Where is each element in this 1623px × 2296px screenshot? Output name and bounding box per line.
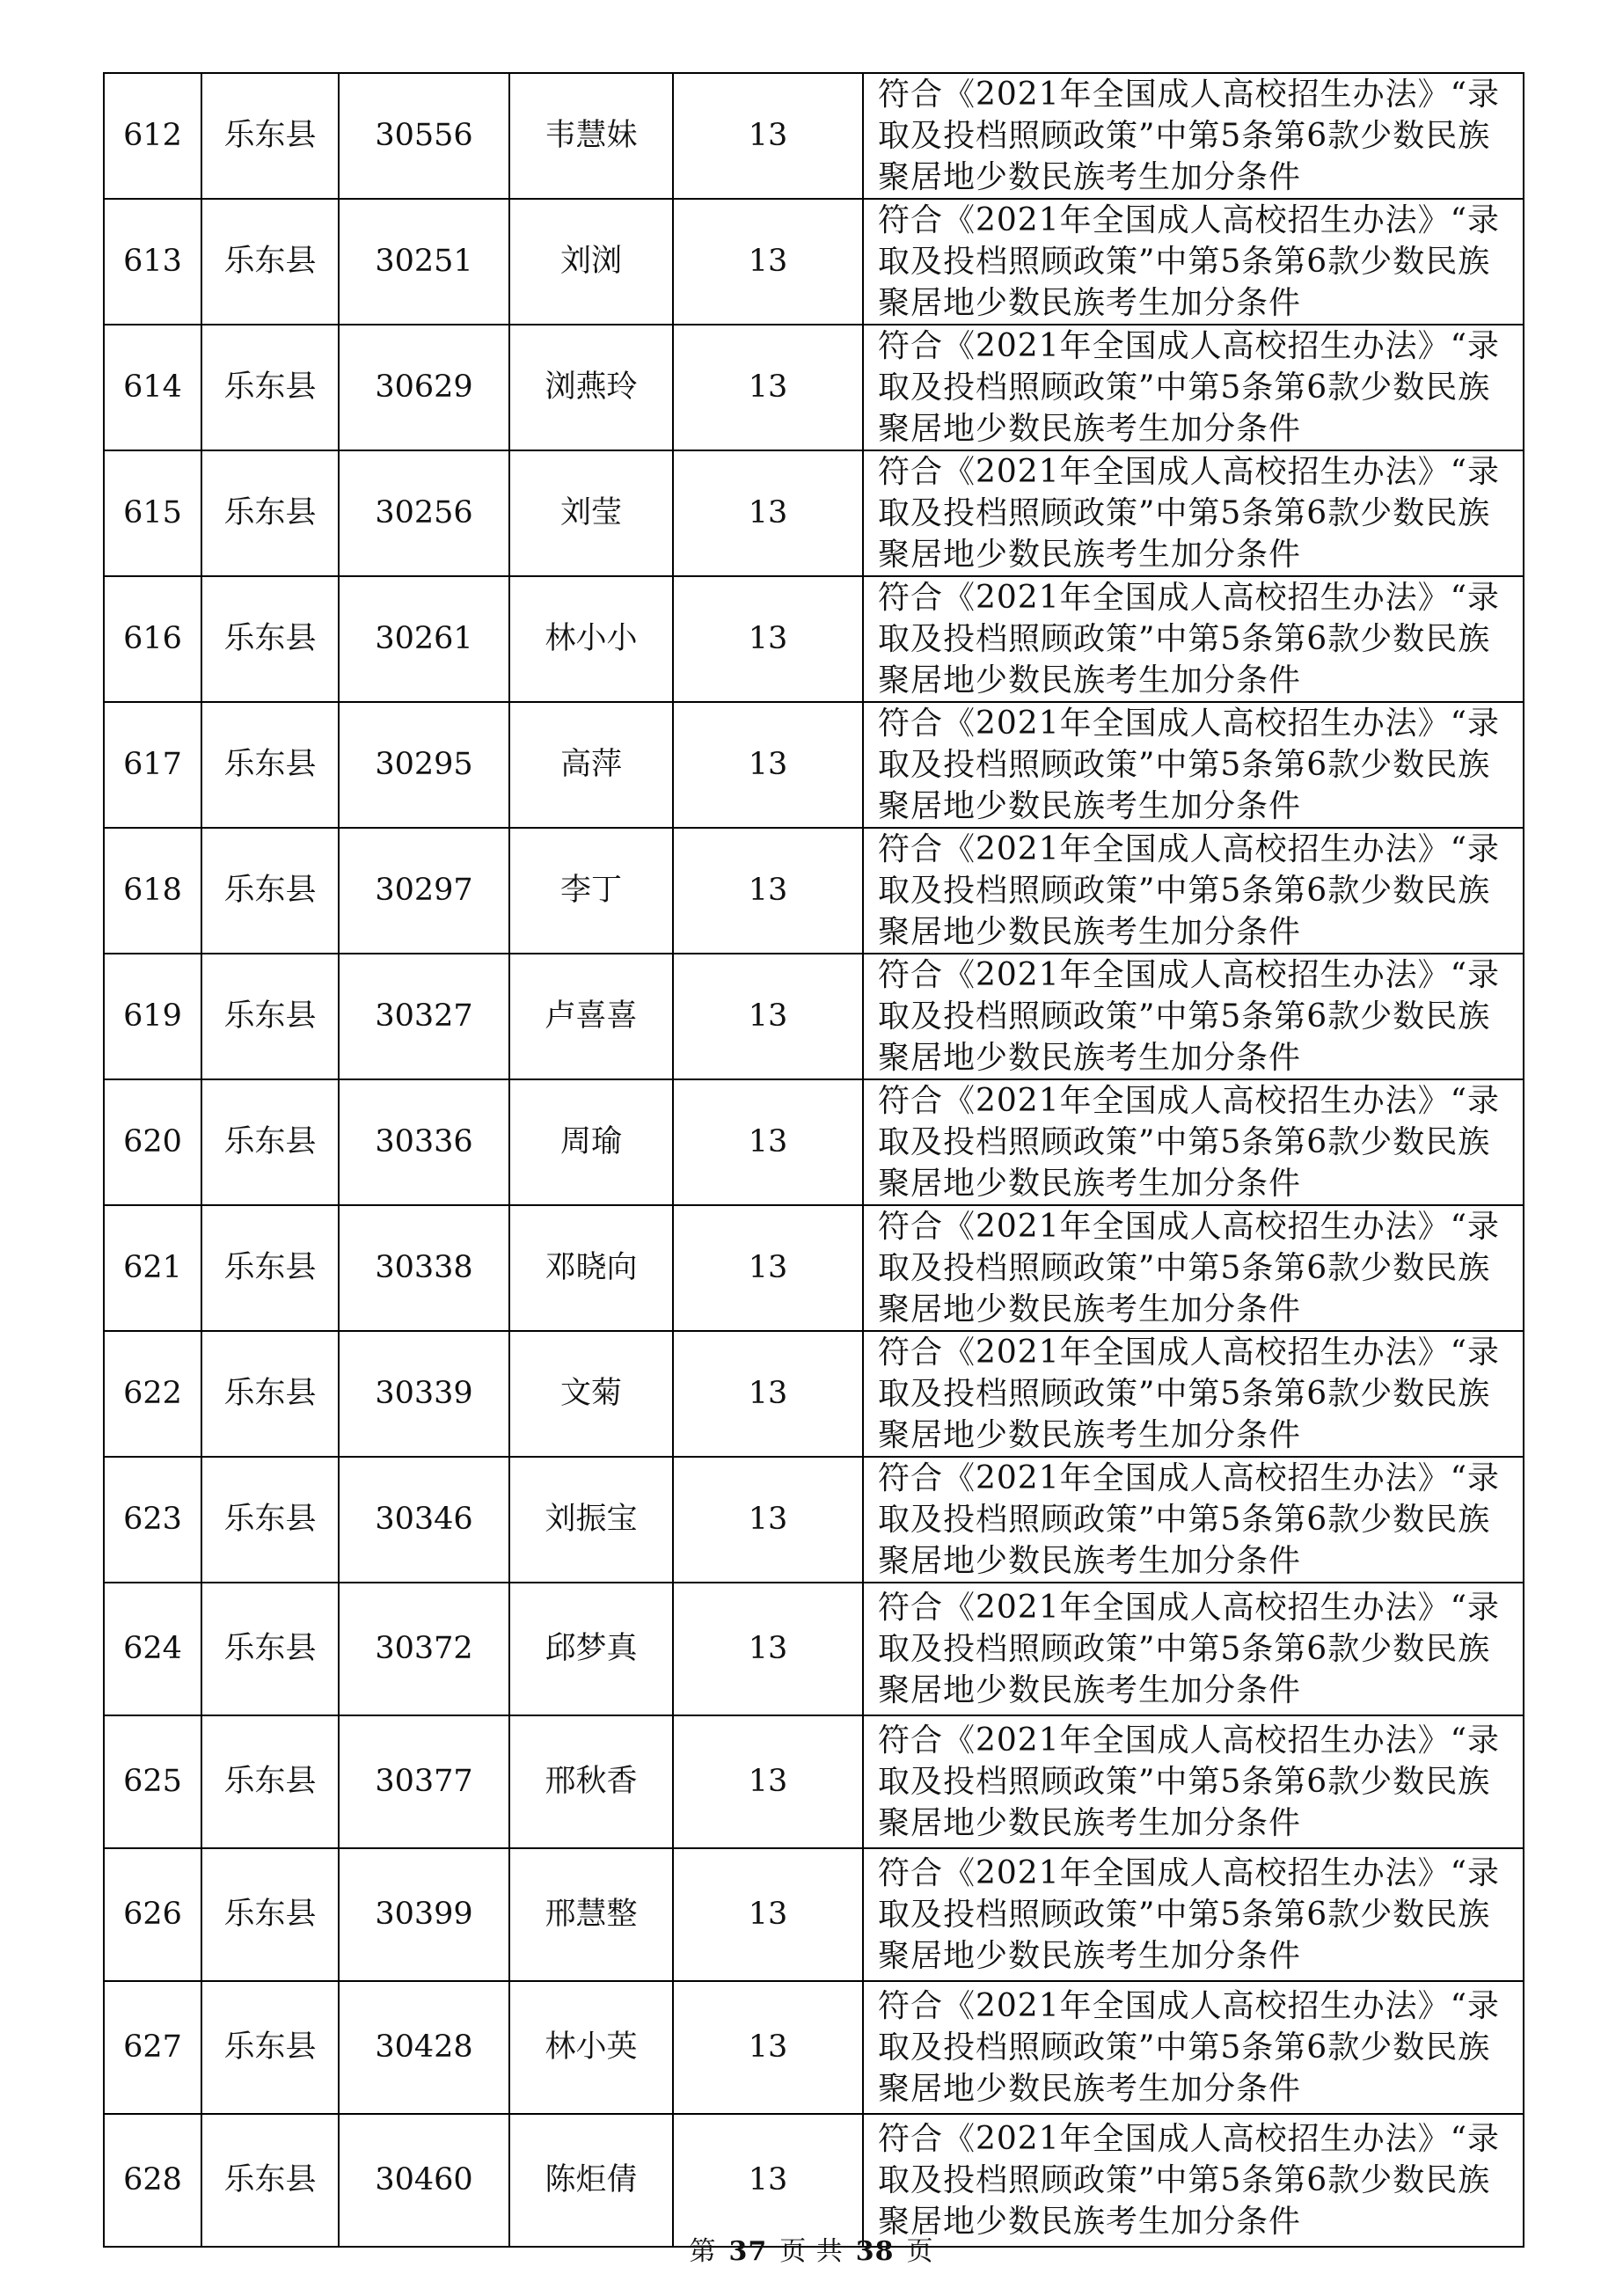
cell-bonus-points: 13 bbox=[673, 450, 863, 576]
cell-candidate-code: 30428 bbox=[339, 1981, 509, 2114]
cell-candidate-name: 邢慧整 bbox=[509, 1848, 673, 1981]
cell-candidate-name: 陈炬倩 bbox=[509, 2114, 673, 2247]
cell-seq-number: 622 bbox=[104, 1331, 201, 1457]
cell-county: 乐东县 bbox=[201, 1848, 339, 1981]
cell-remark: 符合《2021年全国成人高校招生办法》“录取及投档照顾政策”中第5条第6款少数民族聚居地少数民族考生加分条件 bbox=[863, 450, 1524, 576]
cell-candidate-name: 邓晓向 bbox=[509, 1205, 673, 1331]
table-row bbox=[104, 702, 1524, 828]
cell-bonus-points: 13 bbox=[673, 1848, 863, 1981]
cell-candidate-name: 邱梦真 bbox=[509, 1583, 673, 1715]
cell-bonus-points: 13 bbox=[673, 2114, 863, 2247]
cell-remark: 符合《2021年全国成人高校招生办法》“录取及投档照顾政策”中第5条第6款少数民族聚居地少数民族考生加分条件 bbox=[863, 576, 1524, 702]
table-row bbox=[104, 1331, 1524, 1457]
cell-county: 乐东县 bbox=[201, 2114, 339, 2247]
cell-county: 乐东县 bbox=[201, 1583, 339, 1715]
cell-candidate-name: 刘振宝 bbox=[509, 1457, 673, 1583]
cell-bonus-points: 13 bbox=[673, 1205, 863, 1331]
page-footer bbox=[0, 2236, 1623, 2268]
cell-candidate-code: 30377 bbox=[339, 1715, 509, 1848]
table-row bbox=[104, 828, 1524, 954]
table-row bbox=[104, 954, 1524, 1079]
current-page-number: 37 bbox=[728, 2236, 768, 2267]
cell-candidate-name: 林小小 bbox=[509, 576, 673, 702]
table-row bbox=[104, 1981, 1524, 2114]
cell-seq-number: 620 bbox=[104, 1079, 201, 1205]
cell-bonus-points: 13 bbox=[673, 199, 863, 325]
cell-seq-number: 619 bbox=[104, 954, 201, 1079]
cell-candidate-name: 文菊 bbox=[509, 1331, 673, 1457]
cell-bonus-points: 13 bbox=[673, 1457, 863, 1583]
cell-bonus-points: 13 bbox=[673, 828, 863, 954]
cell-candidate-code: 30251 bbox=[339, 199, 509, 325]
cell-remark: 符合《2021年全国成人高校招生办法》“录取及投档照顾政策”中第5条第6款少数民族聚居地少数民族考生加分条件 bbox=[863, 73, 1524, 199]
cell-county: 乐东县 bbox=[201, 199, 339, 325]
cell-remark: 符合《2021年全国成人高校招生办法》“录取及投档照顾政策”中第5条第6款少数民族聚居地少数民族考生加分条件 bbox=[863, 1205, 1524, 1331]
cell-candidate-code: 30297 bbox=[339, 828, 509, 954]
cell-candidate-name: 周瑜 bbox=[509, 1079, 673, 1205]
cell-remark: 符合《2021年全国成人高校招生办法》“录取及投档照顾政策”中第5条第6款少数民族聚居地少数民族考生加分条件 bbox=[863, 325, 1524, 450]
cell-seq-number: 615 bbox=[104, 450, 201, 576]
cell-candidate-code: 30399 bbox=[339, 1848, 509, 1981]
table-row bbox=[104, 1848, 1524, 1981]
cell-candidate-code: 30372 bbox=[339, 1583, 509, 1715]
cell-candidate-name: 浏燕玲 bbox=[509, 325, 673, 450]
cell-county: 乐东县 bbox=[201, 73, 339, 199]
cell-remark: 符合《2021年全国成人高校招生办法》“录取及投档照顾政策”中第5条第6款少数民族聚居地少数民族考生加分条件 bbox=[863, 954, 1524, 1079]
cell-seq-number: 623 bbox=[104, 1457, 201, 1583]
cell-candidate-name: 高萍 bbox=[509, 702, 673, 828]
cell-seq-number: 614 bbox=[104, 325, 201, 450]
cell-candidate-code: 30256 bbox=[339, 450, 509, 576]
cell-bonus-points: 13 bbox=[673, 954, 863, 1079]
cell-remark: 符合《2021年全国成人高校招生办法》“录取及投档照顾政策”中第5条第6款少数民族聚居地少数民族考生加分条件 bbox=[863, 1457, 1524, 1583]
table-row bbox=[104, 2114, 1524, 2247]
cell-county: 乐东县 bbox=[201, 1457, 339, 1583]
cell-seq-number: 627 bbox=[104, 1981, 201, 2114]
cell-candidate-code: 30556 bbox=[339, 73, 509, 199]
table-row bbox=[104, 1715, 1524, 1848]
cell-candidate-name: 李丁 bbox=[509, 828, 673, 954]
table-row bbox=[104, 1205, 1524, 1331]
footer-suffix: 页 bbox=[906, 2236, 934, 2267]
table-row bbox=[104, 199, 1524, 325]
cell-remark: 符合《2021年全国成人高校招生办法》“录取及投档照顾政策”中第5条第6款少数民族聚居地少数民族考生加分条件 bbox=[863, 702, 1524, 828]
table-row bbox=[104, 1079, 1524, 1205]
cell-candidate-name: 林小英 bbox=[509, 1981, 673, 2114]
cell-seq-number: 625 bbox=[104, 1715, 201, 1848]
cell-seq-number: 613 bbox=[104, 199, 201, 325]
cell-county: 乐东县 bbox=[201, 576, 339, 702]
cell-candidate-name: 刘莹 bbox=[509, 450, 673, 576]
cell-seq-number: 617 bbox=[104, 702, 201, 828]
cell-seq-number: 621 bbox=[104, 1205, 201, 1331]
cell-candidate-code: 30629 bbox=[339, 325, 509, 450]
cell-county: 乐东县 bbox=[201, 828, 339, 954]
cell-seq-number: 624 bbox=[104, 1583, 201, 1715]
cell-remark: 符合《2021年全国成人高校招生办法》“录取及投档照顾政策”中第5条第6款少数民族聚居地少数民族考生加分条件 bbox=[863, 2114, 1524, 2247]
total-page-number: 38 bbox=[855, 2236, 895, 2267]
candidate-table bbox=[103, 72, 1524, 2248]
table-body bbox=[104, 73, 1524, 2247]
cell-bonus-points: 13 bbox=[673, 1981, 863, 2114]
cell-remark: 符合《2021年全国成人高校招生办法》“录取及投档照顾政策”中第5条第6款少数民族聚居地少数民族考生加分条件 bbox=[863, 1079, 1524, 1205]
cell-bonus-points: 13 bbox=[673, 1583, 863, 1715]
table-row bbox=[104, 576, 1524, 702]
cell-remark: 符合《2021年全国成人高校招生办法》“录取及投档照顾政策”中第5条第6款少数民族聚居地少数民族考生加分条件 bbox=[863, 199, 1524, 325]
cell-county: 乐东县 bbox=[201, 954, 339, 1079]
cell-bonus-points: 13 bbox=[673, 702, 863, 828]
cell-county: 乐东县 bbox=[201, 325, 339, 450]
cell-candidate-name: 刘浏 bbox=[509, 199, 673, 325]
cell-candidate-name: 卢喜喜 bbox=[509, 954, 673, 1079]
cell-county: 乐东县 bbox=[201, 1205, 339, 1331]
cell-bonus-points: 13 bbox=[673, 1715, 863, 1848]
cell-bonus-points: 13 bbox=[673, 576, 863, 702]
cell-county: 乐东县 bbox=[201, 1079, 339, 1205]
cell-candidate-code: 30339 bbox=[339, 1331, 509, 1457]
cell-candidate-code: 30295 bbox=[339, 702, 509, 828]
table-row bbox=[104, 325, 1524, 450]
cell-remark: 符合《2021年全国成人高校招生办法》“录取及投档照顾政策”中第5条第6款少数民族聚居地少数民族考生加分条件 bbox=[863, 1331, 1524, 1457]
table-row bbox=[104, 1457, 1524, 1583]
cell-county: 乐东县 bbox=[201, 450, 339, 576]
footer-prefix: 第 bbox=[689, 2236, 717, 2267]
table-row bbox=[104, 1583, 1524, 1715]
cell-remark: 符合《2021年全国成人高校招生办法》“录取及投档照顾政策”中第5条第6款少数民族聚居地少数民族考生加分条件 bbox=[863, 1583, 1524, 1715]
cell-seq-number: 618 bbox=[104, 828, 201, 954]
cell-seq-number: 616 bbox=[104, 576, 201, 702]
cell-bonus-points: 13 bbox=[673, 325, 863, 450]
cell-seq-number: 628 bbox=[104, 2114, 201, 2247]
cell-bonus-points: 13 bbox=[673, 1331, 863, 1457]
cell-candidate-code: 30346 bbox=[339, 1457, 509, 1583]
cell-candidate-name: 韦慧妹 bbox=[509, 73, 673, 199]
table-row bbox=[104, 73, 1524, 199]
cell-candidate-code: 30261 bbox=[339, 576, 509, 702]
table-row bbox=[104, 450, 1524, 576]
footer-middle: 页 共 bbox=[779, 2236, 844, 2267]
cell-remark: 符合《2021年全国成人高校招生办法》“录取及投档照顾政策”中第5条第6款少数民族聚居地少数民族考生加分条件 bbox=[863, 1848, 1524, 1981]
cell-county: 乐东县 bbox=[201, 1715, 339, 1848]
cell-candidate-code: 30336 bbox=[339, 1079, 509, 1205]
cell-remark: 符合《2021年全国成人高校招生办法》“录取及投档照顾政策”中第5条第6款少数民族聚居地少数民族考生加分条件 bbox=[863, 1981, 1524, 2114]
cell-remark: 符合《2021年全国成人高校招生办法》“录取及投档照顾政策”中第5条第6款少数民族聚居地少数民族考生加分条件 bbox=[863, 828, 1524, 954]
cell-county: 乐东县 bbox=[201, 1981, 339, 2114]
cell-bonus-points: 13 bbox=[673, 73, 863, 199]
cell-candidate-code: 30460 bbox=[339, 2114, 509, 2247]
cell-county: 乐东县 bbox=[201, 702, 339, 828]
cell-candidate-code: 30338 bbox=[339, 1205, 509, 1331]
cell-bonus-points: 13 bbox=[673, 1079, 863, 1205]
cell-seq-number: 626 bbox=[104, 1848, 201, 1981]
cell-candidate-code: 30327 bbox=[339, 954, 509, 1079]
cell-county: 乐东县 bbox=[201, 1331, 339, 1457]
cell-candidate-name: 邢秋香 bbox=[509, 1715, 673, 1848]
cell-seq-number: 612 bbox=[104, 73, 201, 199]
cell-remark: 符合《2021年全国成人高校招生办法》“录取及投档照顾政策”中第5条第6款少数民族聚居地少数民族考生加分条件 bbox=[863, 1715, 1524, 1848]
